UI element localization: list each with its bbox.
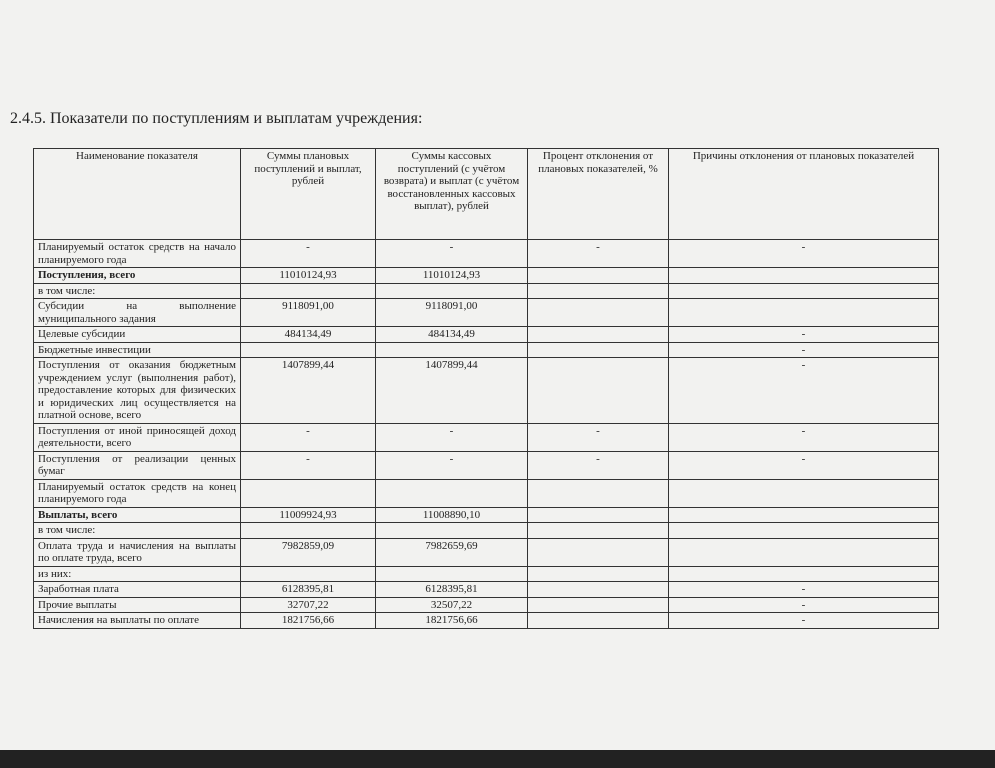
cell-name: Бюджетные инвестиции bbox=[34, 342, 241, 358]
cell-pct bbox=[528, 613, 669, 629]
cell-pct: - bbox=[528, 423, 669, 451]
cell-pct bbox=[528, 582, 669, 598]
cell-reason: - bbox=[669, 358, 939, 424]
cell-pct: - bbox=[528, 240, 669, 268]
cell-pct bbox=[528, 507, 669, 523]
header-percent: Процент отклонения от плановых показателей, % bbox=[528, 149, 669, 240]
table-row bbox=[34, 538, 939, 566]
cell-fact: 1821756,66 bbox=[376, 613, 528, 629]
cell-plan: 11009924,93 bbox=[241, 507, 376, 523]
cell-reason bbox=[669, 479, 939, 507]
cell-name: Заработная плата bbox=[34, 582, 241, 598]
cell-plan: 1821756,66 bbox=[241, 613, 376, 629]
header-plan: Суммы плановых поступлений и выплат, рублей bbox=[241, 149, 376, 240]
cell-reason bbox=[669, 268, 939, 284]
cell-pct bbox=[528, 538, 669, 566]
cell-name: Начисления на выплаты по оплате bbox=[34, 613, 241, 629]
cell-name: Выплаты, всего bbox=[34, 507, 241, 523]
cell-fact: 9118091,00 bbox=[376, 299, 528, 327]
cell-plan bbox=[241, 283, 376, 299]
table-row bbox=[34, 299, 939, 327]
cell-fact: 11010124,93 bbox=[376, 268, 528, 284]
table-row bbox=[34, 342, 939, 358]
cell-fact: - bbox=[376, 240, 528, 268]
cell-name: Субсидии на выполнение муниципального задания bbox=[34, 299, 241, 327]
cell-pct bbox=[528, 268, 669, 284]
table-row bbox=[34, 479, 939, 507]
cell-reason: - bbox=[669, 342, 939, 358]
cell-fact: 32507,22 bbox=[376, 597, 528, 613]
header-reason: Причины отклонения от плановых показателей bbox=[669, 149, 939, 240]
cell-name: Поступления от иной приносящей доход деятельности, всего bbox=[34, 423, 241, 451]
cell-plan: 6128395,81 bbox=[241, 582, 376, 598]
cell-plan bbox=[241, 566, 376, 582]
cell-name: Поступления от реализации ценных бумаг bbox=[34, 451, 241, 479]
table-row bbox=[34, 582, 939, 598]
cell-plan bbox=[241, 479, 376, 507]
cell-reason bbox=[669, 507, 939, 523]
cell-plan bbox=[241, 342, 376, 358]
cell-fact bbox=[376, 342, 528, 358]
cell-fact bbox=[376, 566, 528, 582]
table-row bbox=[34, 268, 939, 284]
scan-edge bbox=[0, 750, 995, 768]
table-row bbox=[34, 613, 939, 629]
cell-fact: 484134,49 bbox=[376, 327, 528, 343]
cell-fact: 11008890,10 bbox=[376, 507, 528, 523]
cell-reason: - bbox=[669, 582, 939, 598]
cell-fact: - bbox=[376, 423, 528, 451]
cell-reason: - bbox=[669, 613, 939, 629]
cell-fact bbox=[376, 479, 528, 507]
cell-plan: 11010124,93 bbox=[241, 268, 376, 284]
cell-name: Поступления от оказания бюджетным учреждением услуг (выполнения работ), предоставление которых для физических и юридических лиц осуществляется на платной основе, всего bbox=[34, 358, 241, 424]
cell-plan bbox=[241, 523, 376, 539]
cell-name: Оплата труда и начисления на выплаты по оплате труда, всего bbox=[34, 538, 241, 566]
cell-plan: - bbox=[241, 240, 376, 268]
cell-reason bbox=[669, 523, 939, 539]
cell-pct bbox=[528, 299, 669, 327]
cell-plan: 32707,22 bbox=[241, 597, 376, 613]
cell-fact: 1407899,44 bbox=[376, 358, 528, 424]
table-row bbox=[34, 358, 939, 424]
cell-plan: 9118091,00 bbox=[241, 299, 376, 327]
cell-pct bbox=[528, 523, 669, 539]
cell-name: в том числе: bbox=[34, 283, 241, 299]
indicators-table bbox=[33, 148, 939, 629]
cell-fact bbox=[376, 283, 528, 299]
cell-pct bbox=[528, 283, 669, 299]
cell-pct bbox=[528, 597, 669, 613]
cell-pct bbox=[528, 327, 669, 343]
table-row bbox=[34, 523, 939, 539]
header-name: Наименование показателя bbox=[34, 149, 241, 240]
cell-pct bbox=[528, 566, 669, 582]
cell-pct bbox=[528, 342, 669, 358]
table-row bbox=[34, 507, 939, 523]
cell-fact: 6128395,81 bbox=[376, 582, 528, 598]
cell-name: Планируемый остаток средств на начало планируемого года bbox=[34, 240, 241, 268]
cell-name: в том числе: bbox=[34, 523, 241, 539]
cell-plan: - bbox=[241, 423, 376, 451]
cell-plan: 484134,49 bbox=[241, 327, 376, 343]
table-row bbox=[34, 423, 939, 451]
cell-name: Планируемый остаток средств на конец планируемого года bbox=[34, 479, 241, 507]
table-row bbox=[34, 451, 939, 479]
cell-plan: 1407899,44 bbox=[241, 358, 376, 424]
table-row bbox=[34, 327, 939, 343]
table-row bbox=[34, 283, 939, 299]
cell-plan: - bbox=[241, 451, 376, 479]
cell-name: Поступления, всего bbox=[34, 268, 241, 284]
table-row bbox=[34, 597, 939, 613]
table-row bbox=[34, 566, 939, 582]
cell-reason: - bbox=[669, 327, 939, 343]
cell-reason: - bbox=[669, 423, 939, 451]
cell-name: Целевые субсидии bbox=[34, 327, 241, 343]
cell-reason bbox=[669, 299, 939, 327]
cell-reason bbox=[669, 566, 939, 582]
cell-reason: - bbox=[669, 597, 939, 613]
cell-reason bbox=[669, 283, 939, 299]
cell-fact: 7982659,69 bbox=[376, 538, 528, 566]
cell-fact: - bbox=[376, 451, 528, 479]
table-row bbox=[34, 240, 939, 268]
section-title: 2.4.5. Показатели по поступлениям и выплатам учреждения: bbox=[10, 110, 423, 127]
cell-pct bbox=[528, 479, 669, 507]
cell-pct bbox=[528, 358, 669, 424]
cell-fact bbox=[376, 523, 528, 539]
cell-name: из них: bbox=[34, 566, 241, 582]
cell-reason: - bbox=[669, 240, 939, 268]
cell-reason: - bbox=[669, 451, 939, 479]
header-fact: Суммы кассовых поступлений (с учётом возврата) и выплат (с учётом восстановленных кассовых выплат), рублей bbox=[376, 149, 528, 240]
cell-name: Прочие выплаты bbox=[34, 597, 241, 613]
cell-pct: - bbox=[528, 451, 669, 479]
cell-reason bbox=[669, 538, 939, 566]
cell-plan: 7982859,09 bbox=[241, 538, 376, 566]
